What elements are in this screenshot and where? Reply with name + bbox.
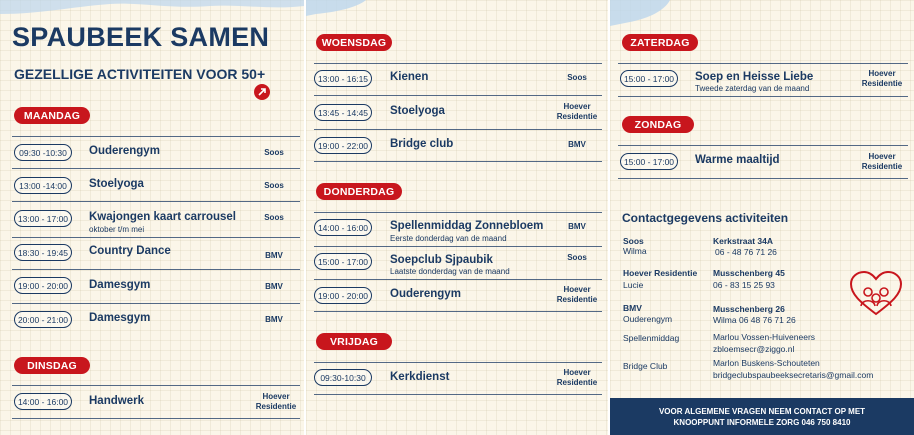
divider bbox=[618, 96, 908, 97]
location-label bbox=[552, 102, 602, 122]
activity-name: Kienen bbox=[390, 71, 429, 83]
contact-bmv-activity: Ouderengym bbox=[623, 314, 673, 324]
day-label-zondag: ZONDAG bbox=[622, 116, 694, 133]
location-label bbox=[856, 152, 908, 172]
time-pill: 15:00 - 17:00 bbox=[314, 253, 372, 270]
location-line-2: Residentie bbox=[861, 79, 903, 88]
contact-soos-address: Kerkstraat 34A bbox=[713, 236, 774, 246]
location-line-1: Hoever bbox=[563, 368, 591, 377]
activity-name: Ouderengym bbox=[89, 145, 160, 157]
location-label: Soos bbox=[264, 181, 284, 190]
divider bbox=[12, 168, 300, 169]
activity-name: Kerkdienst bbox=[390, 371, 450, 383]
activity-name: Kwajongen kaart carrousel bbox=[89, 211, 236, 223]
divider bbox=[12, 385, 300, 386]
location-line-2: Residentie bbox=[556, 112, 598, 121]
location-line-2: Residentie bbox=[861, 162, 903, 171]
location-label: BMV bbox=[568, 140, 586, 149]
activity-name: Damesgym bbox=[89, 312, 151, 324]
location-label: BMV bbox=[265, 315, 283, 324]
time-pill: 15:00 - 17:00 bbox=[620, 153, 678, 170]
activity-name: Ouderengym bbox=[390, 288, 461, 300]
location-label: Soos bbox=[264, 148, 284, 157]
contact-soos-person: Wilma bbox=[623, 246, 647, 256]
divider bbox=[314, 63, 602, 64]
page-subtitle: GEZELLIGE ACTIVITEITEN VOOR 50+ bbox=[14, 66, 266, 82]
contact-spellen-label: Spellenmiddag bbox=[623, 333, 680, 343]
divider bbox=[314, 279, 602, 280]
contact-hoever-person: Lucie bbox=[623, 280, 644, 290]
divider bbox=[12, 303, 300, 304]
time-pill: 13:00 - 16:15 bbox=[314, 70, 372, 87]
activity-name: Spellenmiddag Zonnebloem bbox=[390, 220, 544, 232]
time-pill: 18:30 - 19:45 bbox=[14, 244, 72, 261]
panel-weekend-contact bbox=[610, 0, 914, 435]
divider bbox=[618, 145, 908, 146]
location-line-1: Hoever bbox=[868, 69, 896, 78]
divider bbox=[12, 237, 300, 238]
contact-spellen-name: Marlou Vossen-Huiveneers bbox=[713, 332, 816, 342]
contact-bridge-name: Marlon Buskens-Schouteten bbox=[713, 358, 820, 368]
time-pill: 19:00 - 22:00 bbox=[314, 137, 372, 154]
time-pill: 15:00 - 17:00 bbox=[620, 70, 678, 87]
contact-bmv-phone: Wilma 06 48 76 71 26 bbox=[713, 315, 796, 325]
panel-monday-tuesday bbox=[0, 0, 304, 435]
time-pill: 13:00 -14:00 bbox=[14, 177, 72, 194]
day-label-vrijdag: VRIJDAG bbox=[316, 333, 392, 350]
time-pill: 13:00 - 17:00 bbox=[14, 210, 72, 227]
location-line-1: Hoever bbox=[262, 392, 290, 401]
page-title: SPAUBEEK SAMEN bbox=[12, 22, 270, 52]
location-label: BMV bbox=[265, 251, 283, 260]
day-label-donderdag: DONDERDAG bbox=[316, 183, 402, 200]
activity-note: oktober t/m mei bbox=[89, 225, 145, 234]
day-label-dinsdag: DINSDAG bbox=[14, 357, 90, 374]
day-label-woensdag: WOENSDAG bbox=[316, 34, 392, 51]
time-pill: 19:00 - 20:00 bbox=[314, 287, 372, 304]
location-line-2: Residentie bbox=[556, 295, 598, 304]
contact-spellen-email[interactable]: zbloemsecr@ziggo.nl bbox=[713, 344, 795, 354]
contact-bmv-label: BMV bbox=[623, 303, 642, 313]
divider bbox=[314, 246, 602, 247]
divider bbox=[314, 311, 602, 312]
time-pill: 20:00 - 21:00 bbox=[14, 311, 72, 328]
location-label: BMV bbox=[265, 282, 283, 291]
contact-soos-label: Soos bbox=[623, 236, 644, 246]
contact-hoever-phone: 06 - 83 15 25 93 bbox=[713, 280, 775, 290]
location-label bbox=[552, 368, 602, 388]
time-pill: 09:30 -10:30 bbox=[14, 144, 72, 161]
activity-name: Stoelyoga bbox=[89, 178, 144, 190]
contact-bridge-email[interactable]: bridgeclubspaubeeksecretaris@gmail.com bbox=[713, 370, 874, 380]
activity-note: Eerste donderdag van de maand bbox=[390, 234, 507, 243]
divider bbox=[314, 212, 602, 213]
contact-hoever-address: Musschenberg 45 bbox=[713, 268, 785, 278]
contact-heading: Contactgegevens activiteiten bbox=[622, 211, 789, 225]
day-label-maandag: MAANDAG bbox=[14, 107, 90, 124]
divider bbox=[314, 95, 602, 96]
contact-bmv-address: Musschenberg 26 bbox=[713, 304, 785, 314]
activity-name: Country Dance bbox=[89, 245, 171, 257]
location-label: Soos bbox=[264, 213, 284, 222]
arrow-up-right-icon[interactable] bbox=[254, 84, 270, 100]
location-label: BMV bbox=[568, 222, 586, 231]
location-line-1: Hoever bbox=[563, 102, 591, 111]
divider bbox=[314, 161, 602, 162]
location-line-2: Residentie bbox=[255, 402, 297, 411]
time-pill: 19:00 - 20:00 bbox=[14, 277, 72, 294]
divider bbox=[314, 362, 602, 363]
location-line-1: Hoever bbox=[868, 152, 896, 161]
divider bbox=[12, 269, 300, 270]
footer-line-1: VOOR ALGEMENE VRAGEN NEEM CONTACT OP MET bbox=[658, 407, 866, 416]
location-label bbox=[552, 285, 602, 305]
activity-name: Soep en Heisse Liebe bbox=[695, 71, 814, 83]
panel-wednesday-friday bbox=[306, 0, 608, 435]
divider bbox=[12, 418, 300, 419]
location-line-2: Residentie bbox=[556, 378, 598, 387]
time-pill: 14:00 - 16:00 bbox=[14, 393, 72, 410]
location-label bbox=[856, 69, 908, 89]
divider bbox=[12, 201, 300, 202]
location-label: Soos bbox=[567, 73, 587, 82]
location-line-1: Hoever bbox=[563, 285, 591, 294]
day-label-zaterdag: ZATERDAG bbox=[622, 34, 698, 51]
activity-name: Handwerk bbox=[89, 395, 144, 407]
contact-hoever-label: Hoever Residentie bbox=[623, 268, 698, 278]
location-label bbox=[250, 392, 302, 412]
divider bbox=[618, 178, 908, 179]
contact-soos-phone: 06 - 48 76 71 26 bbox=[715, 247, 777, 257]
activity-name: Stoelyoga bbox=[390, 105, 445, 117]
footer-banner bbox=[610, 398, 914, 435]
time-pill: 09:30-10:30 bbox=[314, 369, 372, 386]
footer-line-2: KNOOPPUNT INFORMELE ZORG 046 750 8410 bbox=[673, 418, 851, 427]
divider bbox=[12, 136, 300, 137]
activity-note: Laatste donderdag van de maand bbox=[390, 267, 510, 276]
divider bbox=[314, 394, 602, 395]
location-label: Soos bbox=[567, 253, 587, 262]
activity-name: Warme maaltijd bbox=[695, 154, 780, 166]
heart-people-icon bbox=[848, 270, 904, 318]
time-pill: 13:45 - 14:45 bbox=[314, 104, 372, 121]
activity-name: Bridge club bbox=[390, 138, 454, 150]
activity-note: Tweede zaterdag van de maand bbox=[695, 84, 810, 93]
activity-name: Damesgym bbox=[89, 279, 151, 291]
divider bbox=[618, 63, 908, 64]
divider bbox=[314, 129, 602, 130]
contact-bridge-label: Bridge Club bbox=[623, 361, 668, 371]
activity-name: Soepclub Sjpaubik bbox=[390, 254, 493, 266]
time-pill: 14:00 - 16:00 bbox=[314, 219, 372, 236]
